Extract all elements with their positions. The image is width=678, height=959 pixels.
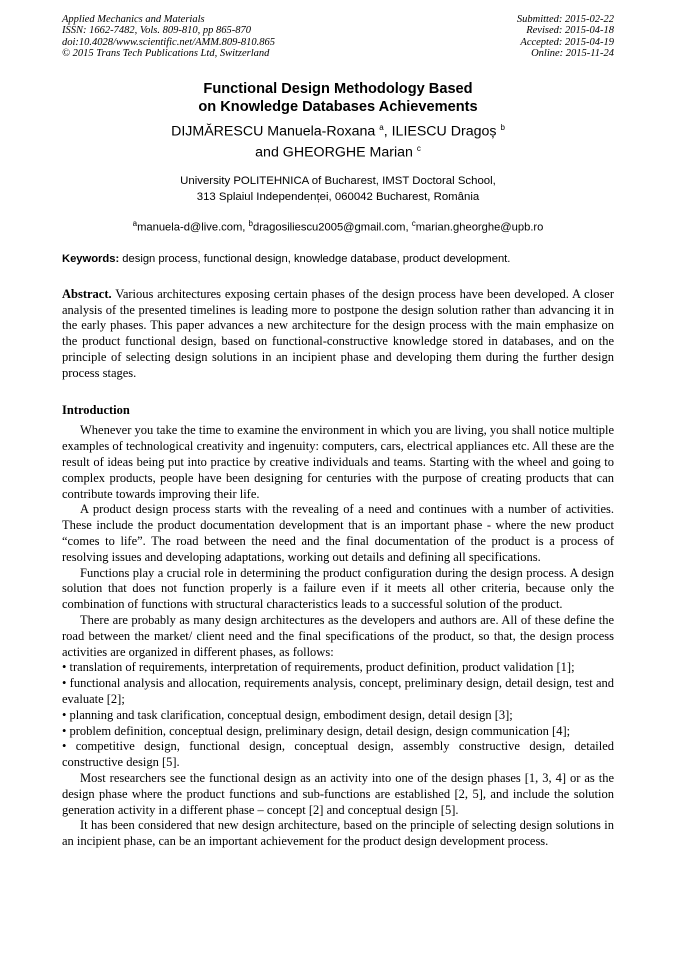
keywords-label: Keywords: [62, 252, 120, 265]
date-online: Online: 2015-11-24 [531, 48, 614, 60]
list-item: • translation of requirements, interpretation of requirements, product definition, product validation [1]; [62, 660, 575, 675]
paragraph-3: Functions play a crucial role in determining the product configuration during the design process. A design solution that does not function properly is a failure even if it meets all other criteria, because only the combination of functions with structural characteristics leads to a successful solution of the product. [62, 565, 614, 612]
affiliation [62, 173, 614, 205]
list-item: • planning and task clarification, conceptual design, embodiment design, detail design [3]; [62, 707, 513, 722]
title-line-2: on Knowledge Databases Achievements [198, 98, 478, 115]
author-separator: , [383, 123, 392, 140]
email-a-mark: a [132, 219, 138, 229]
email-a: manuela-d@live.com, [137, 221, 249, 234]
journal-name: Applied Mechanics and Materials [62, 14, 205, 25]
author-3-affil-mark: c [416, 144, 421, 154]
date-revised: Revised: 2015-04-18 [526, 25, 614, 37]
paper-title [62, 80, 614, 116]
journal-doi: doi:10.4028/www.scientific.net/AMM.809-810.865 [62, 36, 275, 48]
paragraph-6: It has been considered that new design architecture, based on the principle of selecting design solutions in an incipient phase, can be an important achievement for the product design development process. [62, 818, 614, 849]
journal-info [62, 14, 275, 60]
keywords-text: design process, functional design, knowledge database, product development. [119, 252, 511, 265]
title-line-1: Functional Design Methodology Based [203, 80, 473, 97]
list-item: • competitive design, functional design, conceptual design, assembly constructive design, detailed constructive design [5]. [62, 739, 614, 770]
authors-line-2 [62, 140, 614, 162]
keywords [62, 252, 614, 266]
abstract-text: Various architectures exposing certain phases of the design process have been developed. A closer analysis of the presented timelines is leading more to postpone the design solution rather than advancing it in the early phases. This paper advances a new architecture for the design process with the main emphasize on the product functional design, based on functional-constructive knowledge stored in databases, and on the principle of selecting design solutions in an incipient phase and developing them during the further design process stages. [62, 286, 614, 380]
author-list [62, 119, 614, 162]
journal-issn: ISSN: 1662-7482, Vols. 809-810, pp 865-870 [62, 25, 251, 37]
section-heading-introduction: Introduction [62, 402, 130, 417]
paragraph-2: A product design process starts with the revealing of a need and continues with a number of activities. These include the product documentation development that is an important phase - where the new product “comes to life”. The road between the need and the final documentation of the product is a process of resolving issues and developing adaptations, working out details and defining all specifications. [62, 502, 614, 564]
email-c: marian.gheorghe@upb.ro [415, 221, 544, 234]
abstract-label: Abstract. [62, 286, 112, 301]
list-item: • functional analysis and allocation, requirements analysis, concept, preliminary design, detail design, test and evaluate [2]; [62, 676, 614, 706]
author-1: DIJMĂRESCU Manuela-Roxana [171, 123, 376, 140]
authors-line-1 [62, 119, 614, 141]
paragraph-5: Most researchers see the functional design as an activity into one of the design phases [1, 3, 4] or as the design phase where the product functions and sub-functions are established [2, 5], and include the solution generation activity in a different phase – concept [2] and conceptual design [5]. [62, 770, 614, 817]
introduction-body [62, 423, 614, 850]
author-emails [62, 217, 614, 235]
paper-page [62, 14, 614, 850]
author-2: ILIESCU Dragoș [391, 123, 497, 140]
email-b-mark: b [248, 219, 253, 229]
journal-copyright: © 2015 Trans Tech Publications Ltd, Switzerland [62, 48, 270, 60]
submission-dates [517, 14, 614, 60]
paragraph-4: There are probably as many design architectures as the developers and authors are. All of these define the road between the market/ client need and the final specifications of the product, so that, the design process activities are organized in different phases, as follows: [62, 612, 614, 659]
author-conjunction: and [255, 145, 283, 162]
journal-header [62, 14, 614, 60]
date-accepted: Accepted: 2015-04-19 [520, 36, 614, 48]
author-3: GHEORGHE Marian [282, 145, 413, 162]
date-submitted: Submitted: 2015-02-22 [516, 14, 614, 25]
paragraph-1: Whenever you take the time to examine the environment in which you are living, you shall notice multiple examples of technological creativity and ingenuity: computers, cars, electrical appliances etc. All these are the result of ideas being put into practice by creative individuals and teams. Starting with the wheel and going to complex products, people have been designing for centuries with the purpose of creating products that can contribute towards improving their life. [62, 423, 614, 501]
email-c-mark: c [411, 219, 416, 229]
list-item: • problem definition, conceptual design, preliminary design, detail design, design communication [4]; [62, 723, 571, 738]
abstract [62, 287, 614, 382]
email-b: dragosiliescu2005@gmail.com, [252, 221, 412, 234]
affiliation-line-1: University POLITEHNICA of Bucharest, IMST Doctoral School, [180, 175, 496, 188]
affiliation-line-2: 313 Splaiul Independenței, 060042 Bucharest, România [196, 191, 480, 204]
author-2-affil-mark: b [500, 122, 505, 132]
author-1-affil-mark: a [379, 122, 384, 132]
